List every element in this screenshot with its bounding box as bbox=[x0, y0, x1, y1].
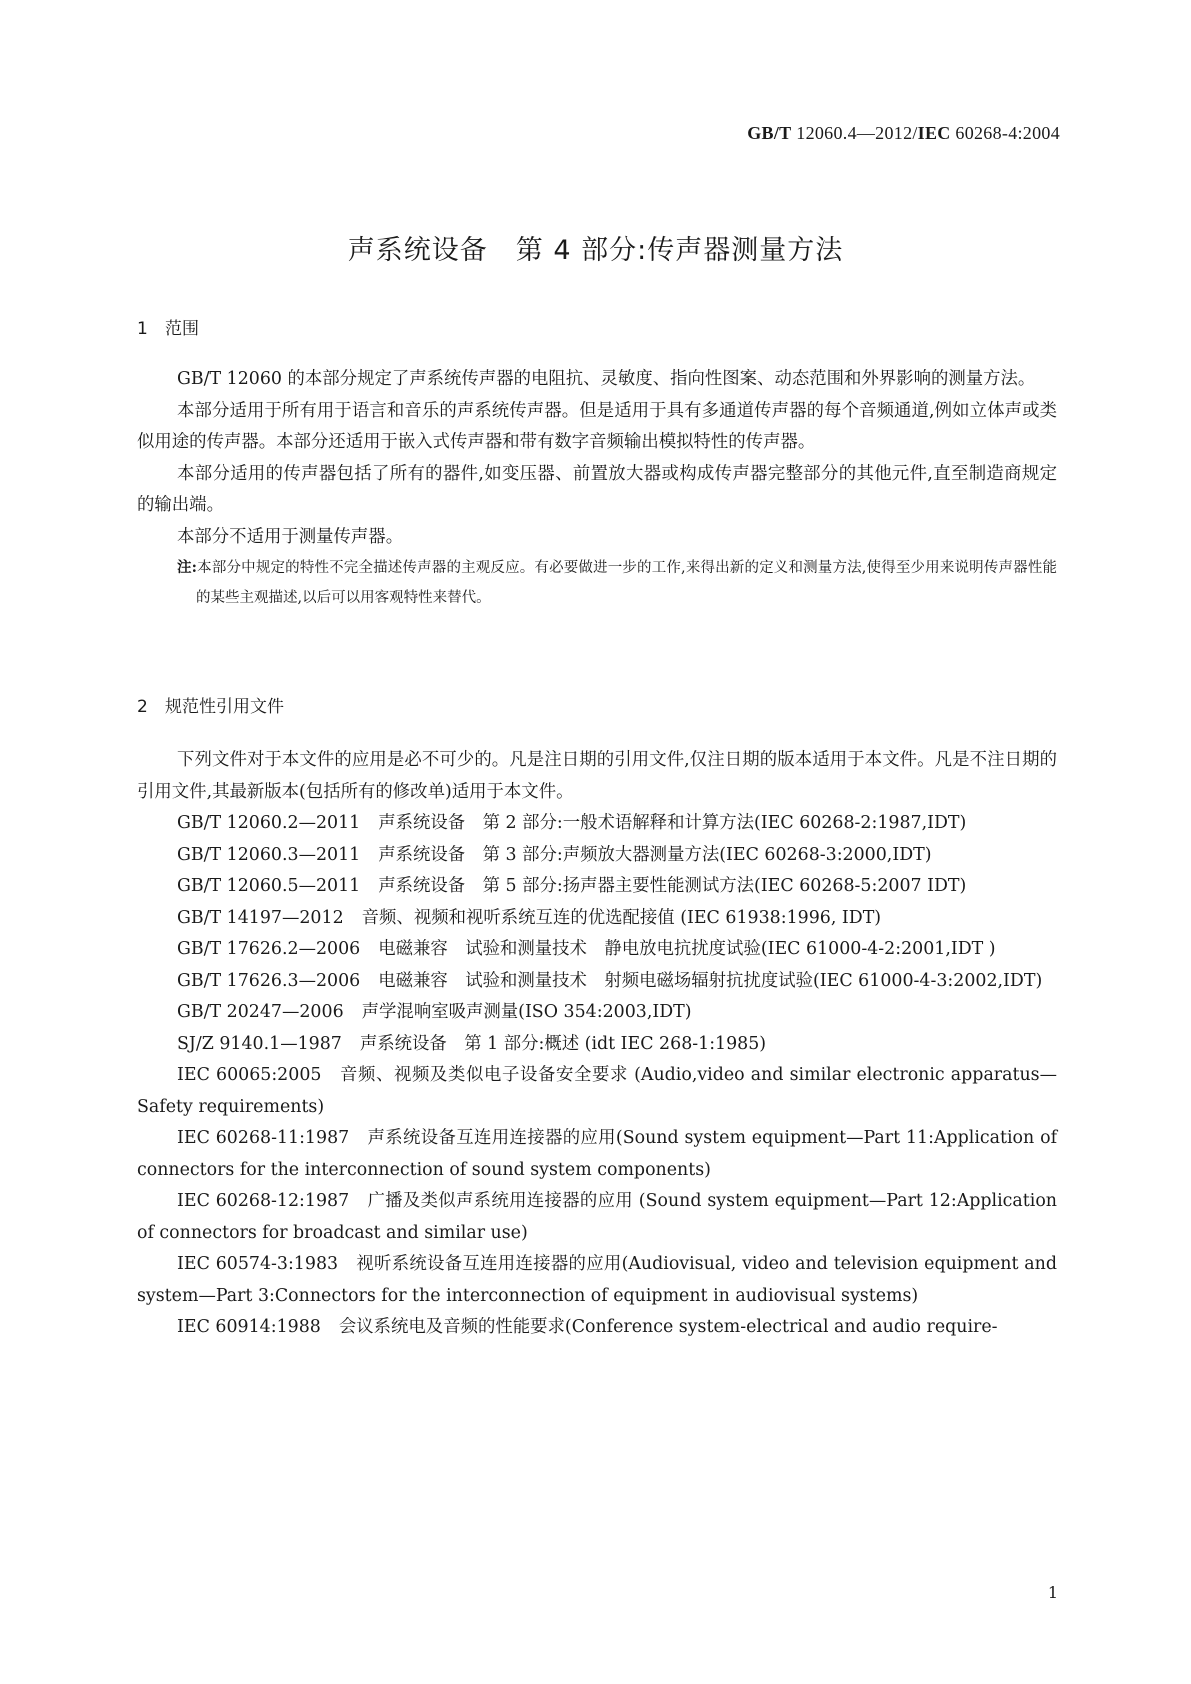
section-2-intro: 下列文件对于本文件的应用是必不可少的。凡是注日期的引用文件,仅注日期的版本适用于本文件。凡是不注日期的引用文件,其最新版本(包括所有的修改单)适用于本文件。 bbox=[137, 750, 1057, 802]
section-2-body bbox=[137, 745, 1057, 1344]
reference-entry bbox=[137, 871, 1057, 903]
reference-title: 音频、视频及类似电子设备安全要求 (Audio,video and similar electronic apparatus—Safety requirements) bbox=[137, 1065, 1057, 1117]
document-title: 声系统设备 第 4 部分:传声器测量方法 bbox=[347, 235, 844, 266]
standard-code-iec-number: 60268-4:2004 bbox=[950, 123, 1060, 143]
reference-entry bbox=[137, 1186, 1057, 1249]
reference-entry bbox=[137, 1029, 1057, 1061]
section-1-number: 1 bbox=[137, 319, 148, 339]
note-text: 本部分中规定的特性不完全描述传声器的主观反应。有必要做进一步的工作,来得出新的定义和测量方法,使得至少用来说明传声器性能的某些主观描述,以后可以用客观特性来替代。 bbox=[196, 560, 1057, 606]
reference-title: 音频、视频和视听系统互连的优选配接值 (IEC 61938:1996, IDT) bbox=[361, 907, 882, 928]
reference-code: GB/T 17626.3—2006 bbox=[177, 970, 361, 991]
page-number: 1 bbox=[1047, 1583, 1058, 1602]
note-label: 注: bbox=[177, 559, 198, 576]
section-2-title: 规范性引用文件 bbox=[165, 697, 284, 717]
section-1-paragraph: 本部分适用的传声器包括了所有的器件,如变压器、前置放大器或构成传声器完整部分的其他元件,直至制造商规定的输出端。 bbox=[137, 463, 1057, 515]
reference-entry bbox=[137, 1312, 1057, 1344]
reference-code: SJ/Z 9140.1—1987 bbox=[177, 1033, 342, 1054]
reference-code: IEC 60065:2005 bbox=[177, 1065, 322, 1085]
reference-title: 电磁兼容 试验和测量技术 射频电磁场辐射抗扰度试验(IEC 61000-4-3:2002,IDT) bbox=[378, 970, 1043, 991]
standard-code bbox=[747, 123, 1060, 144]
reference-code: GB/T 12060.2—2011 bbox=[177, 813, 361, 833]
reference-entry bbox=[137, 808, 1057, 840]
reference-entry bbox=[137, 966, 1057, 998]
reference-code: GB/T 12060.3—2011 bbox=[177, 844, 361, 865]
section-1-paragraph: 本部分适用于所有用于语言和音乐的声系统传声器。但是适用于具有多通道传声器的每个音频通道,例如立体声或类似用途的传声器。本部分还适用于嵌入式传声器和带有数字音频输出模拟特性的传声器。 bbox=[137, 400, 1057, 452]
reference-title: 视听系统设备互连用连接器的应用(Audiovisual, video and television equipment and system—Part 3:Connectors for the interconnection of equipment in audiovisual systems) bbox=[137, 1254, 1057, 1306]
reference-entry bbox=[137, 840, 1057, 872]
reference-code: GB/T 20247—2006 bbox=[177, 1002, 344, 1022]
reference-code: GB/T 14197—2012 bbox=[177, 907, 344, 928]
reference-entry bbox=[137, 1060, 1057, 1123]
reference-title: 声系统设备互连用连接器的应用(Sound system equipment—Part 11:Application of connectors for the interconnection of sound system components) bbox=[137, 1128, 1058, 1180]
reference-entry bbox=[137, 903, 1057, 935]
reference-entry bbox=[137, 934, 1057, 966]
reference-code: IEC 60268-12:1987 bbox=[177, 1191, 350, 1211]
section-1-paragraph: 本部分不适用于测量传声器。 bbox=[177, 526, 404, 547]
standard-code-iec: IEC bbox=[917, 123, 951, 143]
standard-code-number: 12060.4—2012/ bbox=[791, 123, 918, 143]
reference-title: 会议系统电及音频的性能要求(Conference system-electrical and audio require- bbox=[338, 1317, 998, 1337]
reference-entry bbox=[137, 1123, 1057, 1186]
reference-entry bbox=[137, 1249, 1057, 1312]
reference-code: GB/T 12060.5—2011 bbox=[177, 876, 361, 896]
reference-title: 声系统设备 第 5 部分:扬声器主要性能测试方法(IEC 60268-5:2007 IDT) bbox=[378, 876, 967, 896]
section-2-number: 2 bbox=[137, 697, 148, 717]
reference-code: IEC 60574-3:1983 bbox=[177, 1254, 339, 1274]
reference-entry bbox=[137, 997, 1057, 1029]
section-1-heading bbox=[137, 314, 199, 339]
section-1-paragraph: GB/T 12060 的本部分规定了声系统传声器的电阻抗、灵敏度、指向性图案、动态范围和外界影响的测量方法。 bbox=[177, 369, 1036, 389]
section-1-title: 范围 bbox=[165, 319, 199, 339]
section-1-body bbox=[137, 364, 1057, 613]
reference-code: IEC 60268-11:1987 bbox=[177, 1128, 350, 1148]
reference-code: GB/T 17626.2—2006 bbox=[177, 939, 361, 959]
reference-title: 声系统设备 第 2 部分:一般术语解释和计算方法(IEC 60268-2:1987,IDT) bbox=[378, 813, 967, 833]
standard-code-gb: GB/T bbox=[747, 123, 792, 143]
reference-title: 声系统设备 第 3 部分:声频放大器测量方法(IEC 60268-3:2000,IDT) bbox=[378, 844, 932, 865]
reference-code: IEC 60914:1988 bbox=[177, 1317, 321, 1337]
section-2-heading bbox=[137, 692, 284, 717]
reference-title: 声学混响室吸声测量(ISO 354:2003,IDT) bbox=[361, 1002, 692, 1022]
reference-title: 声系统设备 第 1 部分:概述 (idt IEC 268-1:1985) bbox=[359, 1033, 767, 1054]
reference-title: 电磁兼容 试验和测量技术 静电放电抗扰度试验(IEC 61000-4-2:2001,IDT ) bbox=[378, 939, 996, 959]
section-1-note bbox=[137, 553, 1057, 613]
reference-title: 广播及类似声系统用连接器的应用 (Sound system equipment—Part 12:Application of connectors for broadcast and similar use) bbox=[137, 1191, 1058, 1243]
